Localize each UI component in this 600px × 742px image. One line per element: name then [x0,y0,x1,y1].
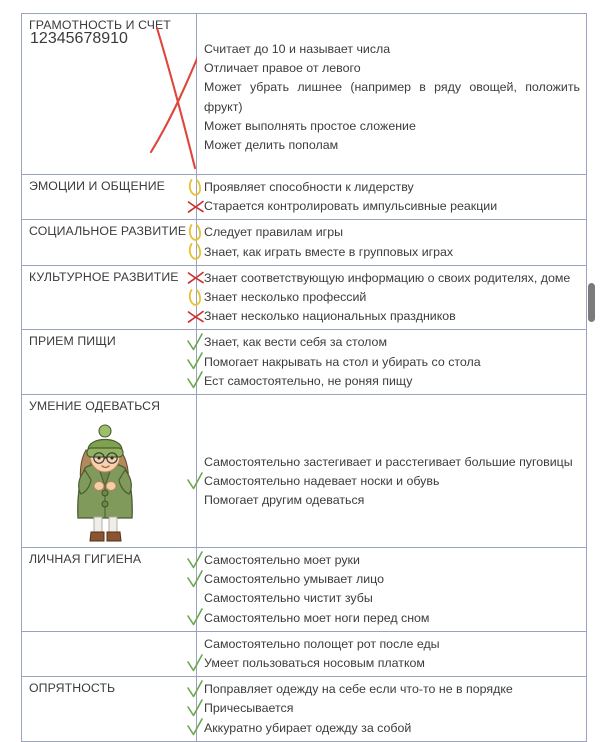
item-list [197,548,586,631]
items-cell-social [197,220,587,265]
item-text: Знает несколько профессий [204,290,367,305]
items-cell-dressing [197,395,587,548]
checklist-row [22,220,587,265]
item-text: Самостоятельно моет руки [204,553,360,568]
item-text: Поправляет одежду на себе если что-то не в порядке [204,682,513,697]
items-cell-cultural [197,265,587,330]
category-cell-hygiene-cont [22,631,197,676]
item-text: Следует правилам игры [204,225,343,240]
item-list [197,266,586,330]
item-text: Знает, как вести себя за столом [204,335,387,350]
item-list [197,677,586,741]
checklist-row [22,14,587,175]
illustration-girl-counting: 12345678910 [30,30,128,47]
item-list [197,330,586,394]
item-text: Аккуратно убирает одежду за собой [204,720,412,735]
item-text: Может делить пополам [204,138,339,153]
category-title: ОПРЯТНОСТЬ [29,681,116,696]
item-text: Самостоятельно моет ноги перед сном [204,610,430,625]
item-list [197,632,586,676]
item-text: Знает несколько национальных праздников [204,309,456,324]
item-text: Знает, как играть вместе в групповых играх [204,244,454,259]
item-text: Может убрать лишнее (например в ряду овощей, положить фрукт) [204,80,580,114]
category-title [22,632,196,636]
vertical-scrollbar-track[interactable] [588,0,598,674]
item-text: Самостоятельно полощет рот после еды [204,636,440,651]
items-cell-hygiene-cont [197,631,587,676]
category-title: СОЦИАЛЬНОЕ РАЗВИТИЕ [29,224,187,239]
category-cell-social [22,220,197,265]
category-cell-dressing [22,395,197,548]
item-text: Ест самостоятельно, не роняя пищу [204,373,413,388]
items-cell-emotions [197,175,587,220]
item-text: Считает до 10 и называет числа [204,42,391,56]
item-text: Самостоятельно застегивает и расстегивает большие пуговицы [204,455,573,470]
item-text: Старается контролировать импульсивные реакции [204,199,498,214]
item-text: Помогает накрывать на стол и убирать со стола [204,354,481,369]
category-cell-cultural [22,265,197,330]
item-text: Знает соответствующую информацию о своих родителях, доме [204,270,571,285]
vertical-scrollbar-thumb[interactable] [588,283,595,322]
checklist-row [22,548,587,632]
item-text: Самостоятельно чистит зубы [204,591,373,606]
item-text: Может выполнять простое сложение [204,118,416,133]
items-cell-tidiness [197,677,587,742]
checklist-row [22,631,587,676]
item-text: Самостоятельно надевает носки и обувь [204,474,440,489]
checklist-body [22,14,587,742]
items-cell-literacy [197,14,587,175]
category-title: ЛИЧНАЯ ГИГИЕНА [29,552,142,567]
items-cell-eating [197,330,587,395]
category-title: ЭМОЦИИ И ОБЩЕНИЕ [29,179,165,193]
checklist-row [22,330,587,395]
category-cell-tidiness [22,677,197,742]
category-title: ГРАМОТНОСТЬ И СЧЕТ [29,18,171,32]
checklist-row [22,677,587,742]
category-cell-literacy [22,14,197,175]
item-list [197,175,586,219]
category-cell-emotions [22,175,197,220]
category-title: ПРИЕМ ПИЩИ [29,334,116,349]
checklist-row [22,395,587,548]
category-cell-eating [22,330,197,395]
items-cell-hygiene [197,548,587,632]
item-text: Отличает правое от левого [204,61,361,76]
item-list [197,395,586,514]
development-checklist-table [21,13,587,742]
item-text: Проявляет способности к лидерству [204,180,414,194]
checklist-row [22,265,587,330]
category-title: УМЕНИЕ ОДЕВАТЬСЯ [29,399,161,414]
illustration-girl-in-coat [60,408,152,548]
item-text: Причесывается [204,701,294,716]
item-list [197,220,586,264]
item-text: Самостоятельно умывает лицо [204,572,385,587]
item-list [197,14,586,158]
checklist-row [22,175,587,220]
item-text: Умеет пользоваться носовым платком [204,656,425,671]
item-text: Помогает другим одеваться [204,493,365,508]
category-cell-hygiene [22,548,197,632]
category-title: КУЛЬТУРНОЕ РАЗВИТИЕ [29,269,179,284]
